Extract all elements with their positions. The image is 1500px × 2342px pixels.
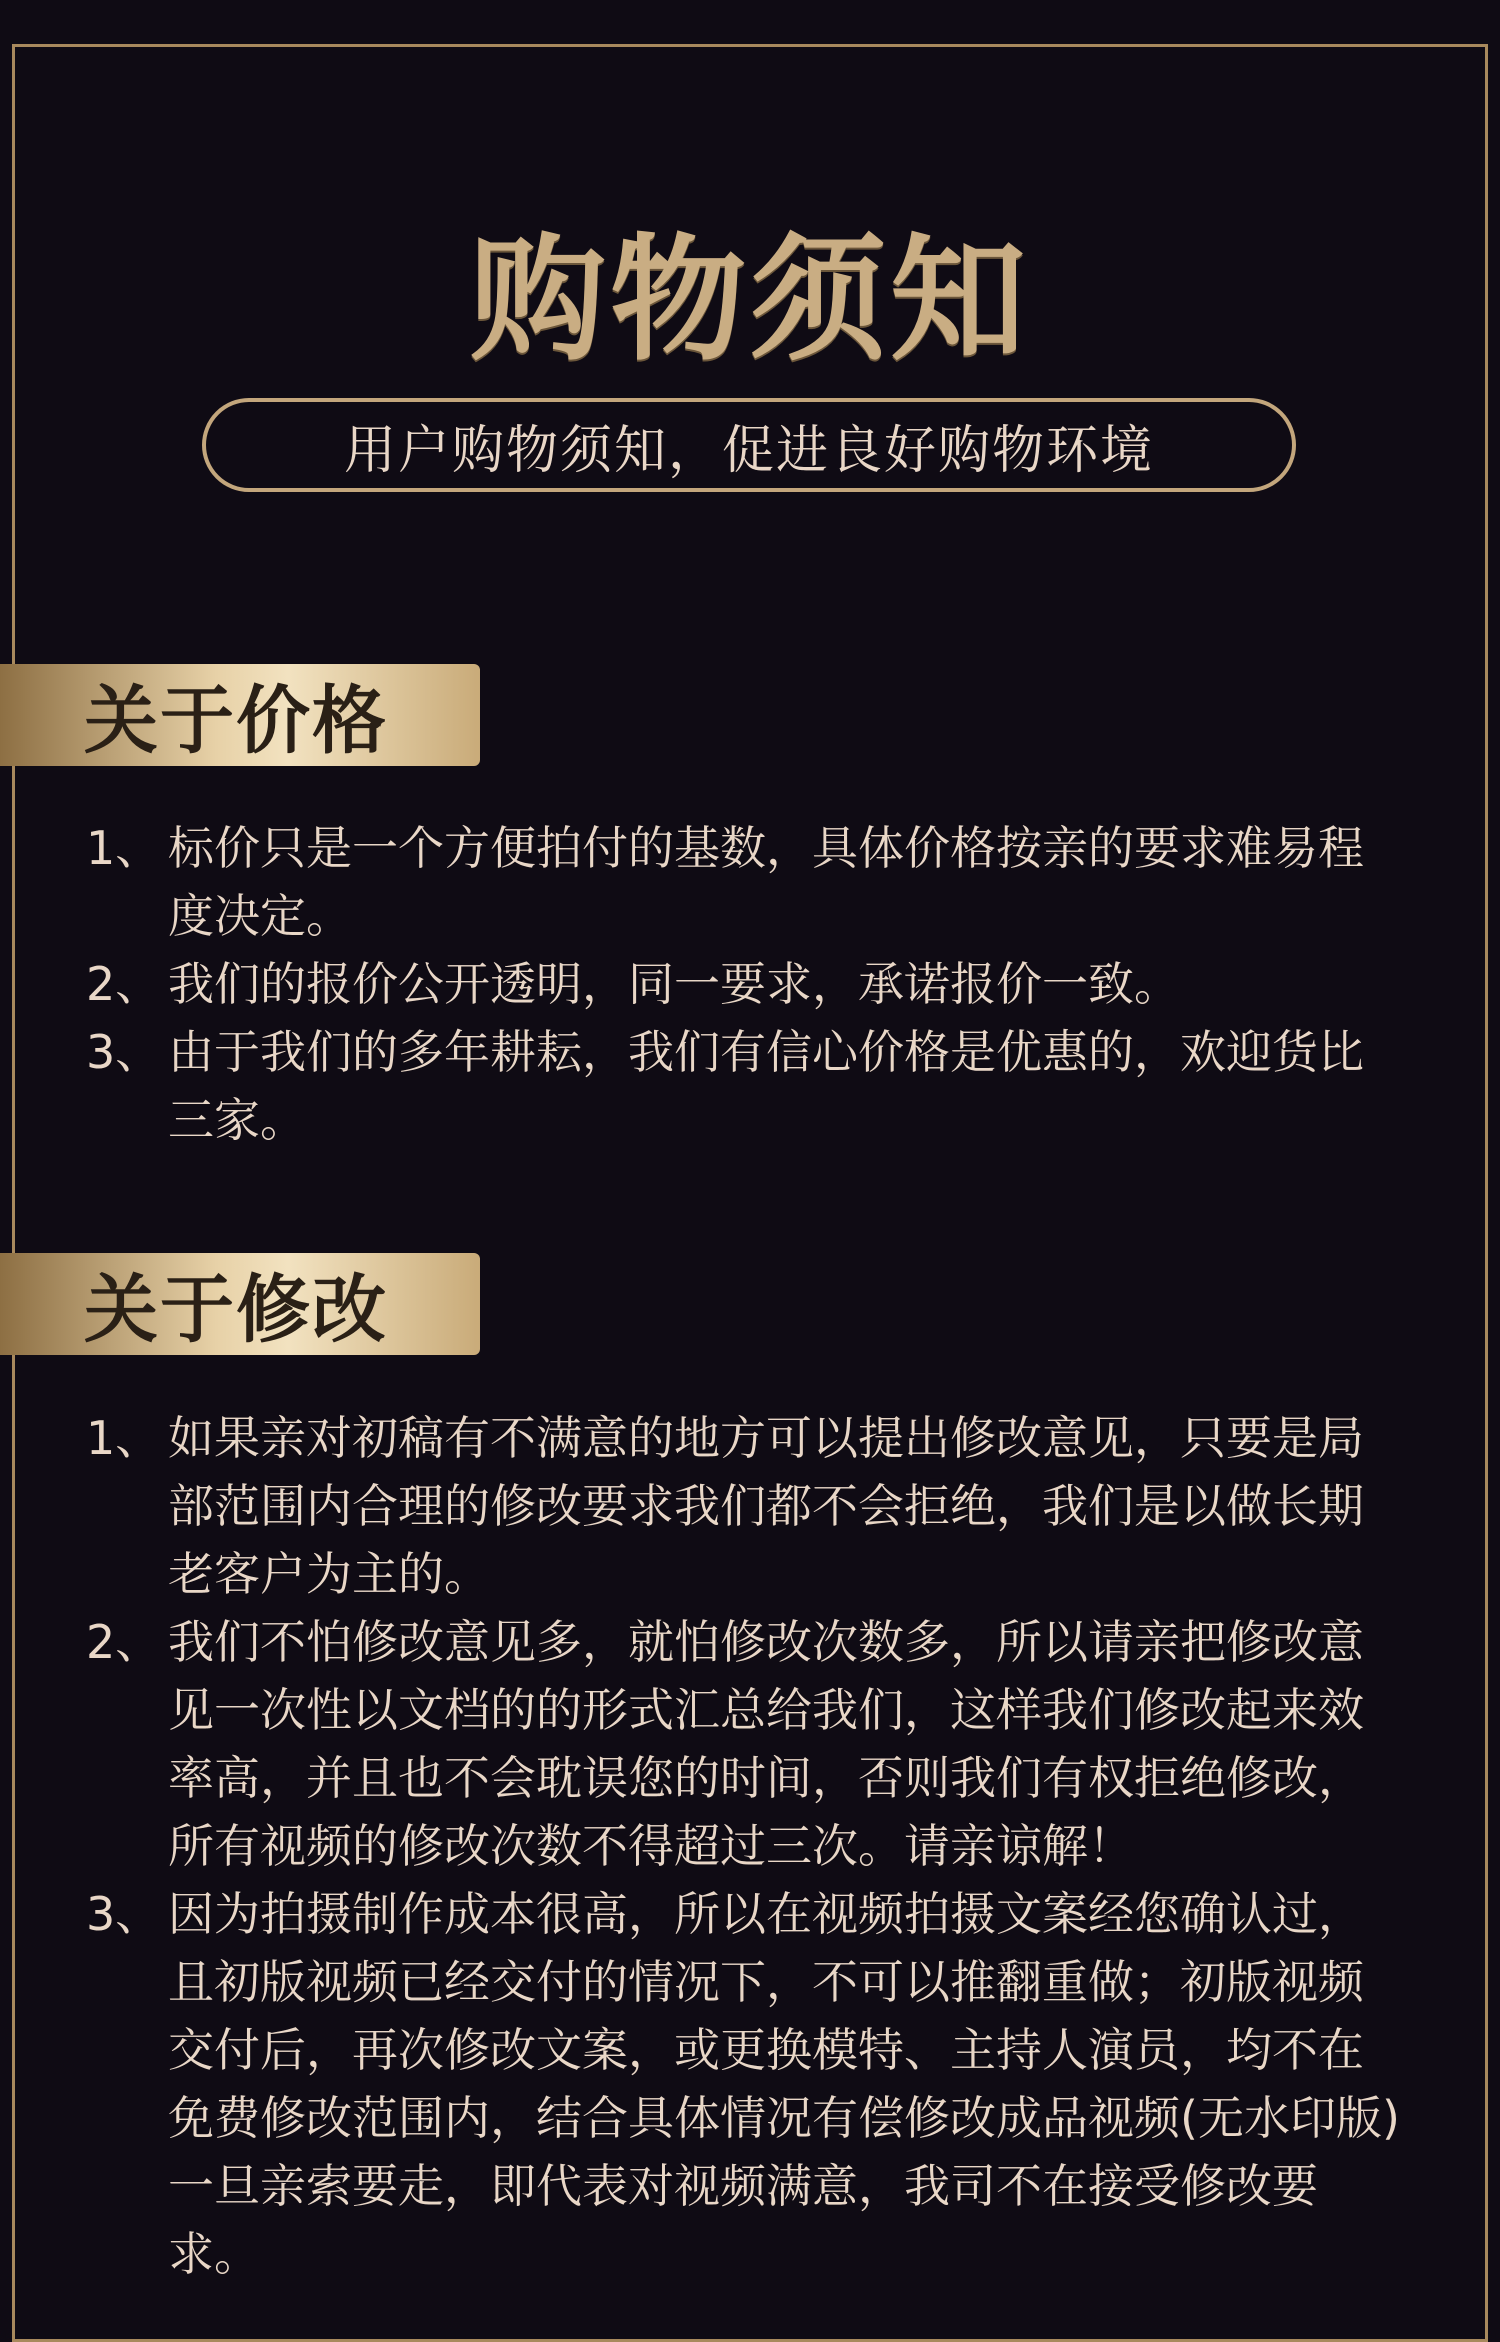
item-number: 2、 <box>86 957 162 1011</box>
list-item <box>86 1608 1406 1880</box>
list-item <box>86 814 1406 950</box>
item-text: 我们的报价公开透明，同一要求，承诺报价一致。 <box>168 957 1180 1011</box>
item-text: 因为拍摄制作成本很高，所以在视频拍摄文案经您确认过，且初版视频已经交付的情况下，不可以推翻重做；初版视频交付后，再次修改文案，或更换模特、主持人演员，均不在免费修改范围内，结合具体情况有偿修改成品视频(无水印版)一旦亲索要走，即代表对视频满意，我司不在接受修改要求。 <box>168 1887 1400 2281</box>
item-number: 1、 <box>86 1411 162 1465</box>
page-title: 购物须知 <box>470 222 1030 380</box>
item-number: 3、 <box>86 1025 162 1079</box>
section-heading-revision: 关于修改 <box>0 1253 480 1355</box>
item-text: 由于我们的多年耕耘，我们有信心价格是优惠的，欢迎货比三家。 <box>168 1025 1364 1147</box>
item-text: 如果亲对初稿有不满意的地方可以提出修改意见，只要是局部范围内合理的修改要求我们都不会拒绝，我们是以做长期老客户为主的。 <box>168 1411 1364 1601</box>
section-heading-price: 关于价格 <box>0 664 480 766</box>
list-item <box>86 1018 1406 1154</box>
item-number: 1、 <box>86 821 162 875</box>
list-item <box>86 950 1406 1018</box>
list-item <box>86 1404 1406 1608</box>
page-subtitle: 用户购物须知，促进良好购物环境 <box>202 398 1296 492</box>
item-text: 我们不怕修改意见多，就怕修改次数多，所以请亲把修改意见一次性以文档的的形式汇总给我们，这样我们修改起来效率高，并且也不会耽误您的时间，否则我们有权拒绝修改，所有视频的修改次数不得超过三次。请亲谅解！ <box>168 1615 1364 1873</box>
price-notes-list <box>86 814 1406 1154</box>
item-number: 3、 <box>86 1887 162 1941</box>
list-item <box>86 1880 1406 2288</box>
item-number: 2、 <box>86 1615 162 1669</box>
item-text: 标价只是一个方便拍付的基数，具体价格按亲的要求难易程度决定。 <box>168 821 1364 943</box>
revision-notes-list <box>86 1404 1406 2288</box>
